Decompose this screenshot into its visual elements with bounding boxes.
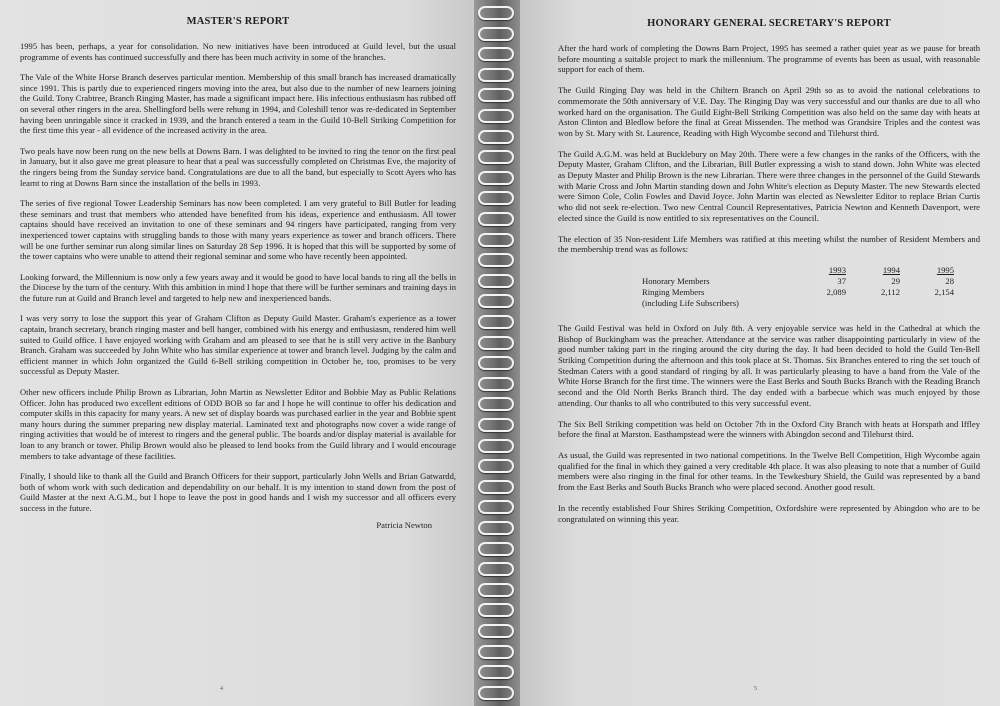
right-page bbox=[520, 0, 1000, 706]
paragraph: The series of five regional Tower Leadership Seminars has now been completed. I am very grateful to Bill Butler for leading these seminars and trust that members who attended have benefited from his ideas, experience and enthusiasm. All tower captains should have received an invitation to one of these seminars and 94 ringers have participated, ranging from very inexperienced tower captains with struggling bands to those with many years experience as tower and branch officers. There will be one further seminar run along similar lines on Saturday 28 Sep 1996. It is hoped that this will be supported by some of the tower captains who were unable to attend their regional seminar and some who have recently been appointed. bbox=[20, 198, 456, 262]
secretarys-report-title: HONORARY GENERAL SECRETARY'S REPORT bbox=[647, 18, 891, 29]
paragraph: The Guild A.G.M. was held at Bucklebury on May 20th. There were a few changes in the ranks of the Officers, with the Deputy Master, Graham Clifton, and the Librarian, Bill Butler expressing a wish to stand down. John White was elected as Deputy Master and Philip Brown is the new Librarian. There were three changes in the personnel of the Guild Stewards with Marie Cross and John Martin standing down and John White's election as Deputy Master. The new Stewards elected were Simon Cole, Colin Fowles and David Joyce. John Martin was elected as Newsletter Editor to replace Brian Curtis who did not seek re-election. Two new Central Council Representatives, Patricia Newton and Kenneth Davenport, were elected since the Guild is now entitled to six representatives on the Council. bbox=[558, 148, 980, 223]
paragraph: The Guild Ringing Day was held in the Chiltern Branch on April 29th so as to avoid the national celebrations to commemorate the 50th anniversary of V.E. Day. The Ringing Day was very successful and our thanks are due to all who worked hard on the organisation. The Guild Eight-Bell Striking Competition was also held on the same day with heats at Aston Clinton and Bledlow before the final at Great Missenden. The method was Grandsire Triples and the contest was won by St. Mary with St. Laurence, Reading with High Wycombe second and Tilehurst third. bbox=[558, 85, 980, 138]
masters-report-title: MASTER'S REPORT bbox=[186, 16, 290, 27]
binding-ring bbox=[478, 150, 514, 164]
binding-ring bbox=[478, 542, 514, 556]
binding-ring bbox=[478, 686, 514, 700]
table-row bbox=[642, 276, 954, 287]
paragraph: Looking forward, the Millennium is now only a few years away and it would be good to have local bands to ring all the bells in the Diocese by the turn of the century. With this ambition in mind I hope that there will be further seminars and training days in the future run at Guild and Branch level and targeted to help new and inexperienced bands. bbox=[20, 271, 456, 303]
paragraph: The Six Bell Striking competition was held on October 7th in the Oxford City Branch with heats at Horspath and Iffley before the final at Marston. Easthampstead were the winners with Abingdon second and Tilehurst third. bbox=[558, 418, 980, 440]
binding-ring bbox=[478, 171, 514, 185]
binding-ring bbox=[478, 356, 514, 370]
paragraph: Finally, I should like to thank all the Guild and Branch Officers for their support, particularly John Wells and Brian Gatwardd, both of whom work with such dedication and dependability on our behalf. It is my intention to stand down from the post of Guild Master at the next A.G.M., but I hope to leave the post in good hands and I wish my successor and all officers every success in the future. bbox=[20, 471, 456, 513]
binding-ring bbox=[478, 562, 514, 576]
paragraph: As usual, the Guild was represented in two national competitions. In the Twelve Bell Competition, High Wycombe again qualified for the final in which they gained a very creditable 4th place. It was also pleasing to note that a number of Guild members were also ringing in the final for other teams. In the Tewkesbury Shield, the Guild was represented by a band from the East Berks and South Bucks Branch who were placed second. Another good result. bbox=[558, 449, 980, 493]
binding-ring bbox=[478, 418, 514, 432]
page-number: 4 bbox=[220, 686, 223, 692]
binding-ring bbox=[478, 6, 514, 20]
binding-ring bbox=[478, 88, 514, 102]
signature: Patricia Newton bbox=[376, 519, 432, 530]
binding-ring bbox=[478, 109, 514, 123]
binding-ring bbox=[478, 480, 514, 494]
binding-ring bbox=[478, 130, 514, 144]
cell: 37 bbox=[837, 275, 846, 286]
year-header: 1993 bbox=[828, 264, 846, 275]
cell: 2,154 bbox=[934, 286, 954, 297]
cell: 28 bbox=[945, 275, 954, 286]
paragraph: 1995 has been, perhaps, a year for consolidation. No new initiatives have been introduced at Guild level, but the usual programme of events has continued successfully and there has been much activity in some of the branches. bbox=[20, 41, 456, 62]
binding-ring bbox=[478, 253, 514, 267]
table-row bbox=[642, 298, 954, 309]
binding-ring bbox=[478, 27, 514, 41]
binding-ring bbox=[478, 439, 514, 453]
paragraph: Other new officers include Philip Brown as Librarian, John Martin as Newsletter Editor and Bobbie May as Public Relations Officer. John has produced two excellent editions of ODD BOB so far and I hope he will continue to offer his dedication and computer skills in this capacity for many years. A new set of display boards was purchased earlier in the year and Bobbie spent many hours during the summer preparing new display material. Laminated text and photographs now cover a wide range of ringing activities that would be of interest to ringers and the general public. The boards and/or display material is available for loan to any branch or tower. Philip Brown would also be pleased to lend books from the Guild library and I would encourage members to take advantage of these facilities. bbox=[20, 387, 456, 461]
paragraph: I was very sorry to lose the support this year of Graham Clifton as Deputy Guild Master. Graham's experience as a tower captain, branch secretary, branch ringing master and bell hanger, combined with his energy and enthusiasm, rendered him well suited to Guild office. I have enjoyed working with Graham and am pleased to see that he is still very active in the Banbury Branch. Graham was succeeded by John White who has similar experience at tower and branch level. Judging by the calm and efficient manner in which John organized the Guild 6-Bell striking competition in October he, too, promises to be very successful as Deputy Master. bbox=[20, 313, 456, 377]
row-label: Honorary Members bbox=[642, 275, 710, 286]
paragraph: In the recently established Four Shires Striking Competition, Oxfordshire were represented by Abingdon who are to be congratulated on winning this year. bbox=[558, 502, 980, 524]
binding-ring bbox=[478, 603, 514, 617]
binding-gutter bbox=[474, 0, 520, 706]
year-header: 1995 bbox=[936, 264, 954, 275]
membership-table bbox=[642, 265, 954, 309]
binding-ring bbox=[478, 624, 514, 638]
row-label: Ringing Members bbox=[642, 286, 705, 297]
paragraph: The Guild Festival was held in Oxford on July 8th. A very enjoyable service was held in the Cathedral at which the Bishop of Buckingham was the preacher. Attendance at the service was rather disappointing particularly in view of the good number taking part in the ringing around the city during the day. It had been decided to hold the Guild Ten-Bell Striking Competition during the afternoon and this took place at St. Thomas. Six Branches entered to ring the set touch of Stedman Caters with a good standard of ringing by all. It was particularly pleasing to have a band from the Vale of the White Horse Branch for the first time. The winners were the East Berks and South Bucks Branch with the Reading Branch second and the Old North Berks Branch third. The day ended with a barbecue which was much enjoyed by those attending. Our thanks to all who contributed to this very successful event. bbox=[558, 322, 980, 408]
paragraph: Two peals have now been rung on the new bells at Downs Barn. I was delighted to be invited to ring the tenor on the first peal in January, but it also gave me great pleasure to hear that a peal was successfully completed on Christmas Eve, the majority of the ringers being from the Sunday service band. Congratulations are due to all the band, but especially to Scott Ayers who has learnt to ring at Downs Barn since the installation of the bells in 1993. bbox=[20, 145, 456, 188]
year-header: 1994 bbox=[882, 264, 900, 275]
paragraph: The election of 35 Non-resident Life Members was ratified at this meeting whilst the number of Resident Members and the membership trend was as follows: bbox=[558, 233, 980, 255]
page-number: 5 bbox=[754, 686, 757, 692]
table-row bbox=[642, 287, 954, 298]
binding-ring bbox=[478, 397, 514, 411]
cell: 2,112 bbox=[880, 286, 900, 297]
binding-ring bbox=[478, 500, 514, 514]
binding-ring bbox=[478, 212, 514, 226]
binding-ring bbox=[478, 583, 514, 597]
paragraph: The Vale of the White Horse Branch deserves particular mention. Membership of this small branch has increased dramatically since 1991. This is partly due to experienced ringers moving into the area, but also due to the number of new learners joining the Guild. Tony Crabtree, Branch Ringing Master, has made a significant impact here. His infectious enthusiasm has rubbed off on several other ringers in the area. Shellingford bells were rehung in 1994, and Coleshill tenor was re-dedicated in September having been unringable since it cracked in 1939, and the branch entered a team in the Guild 10-Bell Striking Competition for the first time this year - all evidence of the increased activity in the area. bbox=[20, 72, 456, 136]
binding-ring bbox=[478, 274, 514, 288]
binding-ring bbox=[478, 521, 514, 535]
binding-ring bbox=[478, 294, 514, 308]
binding-ring bbox=[478, 645, 514, 659]
left-page bbox=[0, 0, 474, 706]
paragraph: After the hard work of completing the Downs Barn Project, 1995 has seemed a rather quiet year as we pause for breath before mounting a suitable project to mark the millennium. The programme of events has been as usual, with reasonable support for each of them. bbox=[558, 43, 980, 75]
binding-ring bbox=[478, 665, 514, 679]
row-label: (including Life Subscribers) bbox=[642, 297, 739, 308]
binding-ring bbox=[478, 315, 514, 329]
binding-ring bbox=[478, 377, 514, 391]
binding-ring bbox=[478, 68, 514, 82]
cell: 2,089 bbox=[826, 286, 846, 297]
binding-ring bbox=[478, 233, 514, 247]
binding-ring bbox=[478, 459, 514, 473]
binding-ring bbox=[478, 191, 514, 205]
binding-ring bbox=[478, 336, 514, 350]
cell: 29 bbox=[891, 275, 900, 286]
binding-ring bbox=[478, 47, 514, 61]
table-header-row bbox=[642, 265, 954, 276]
